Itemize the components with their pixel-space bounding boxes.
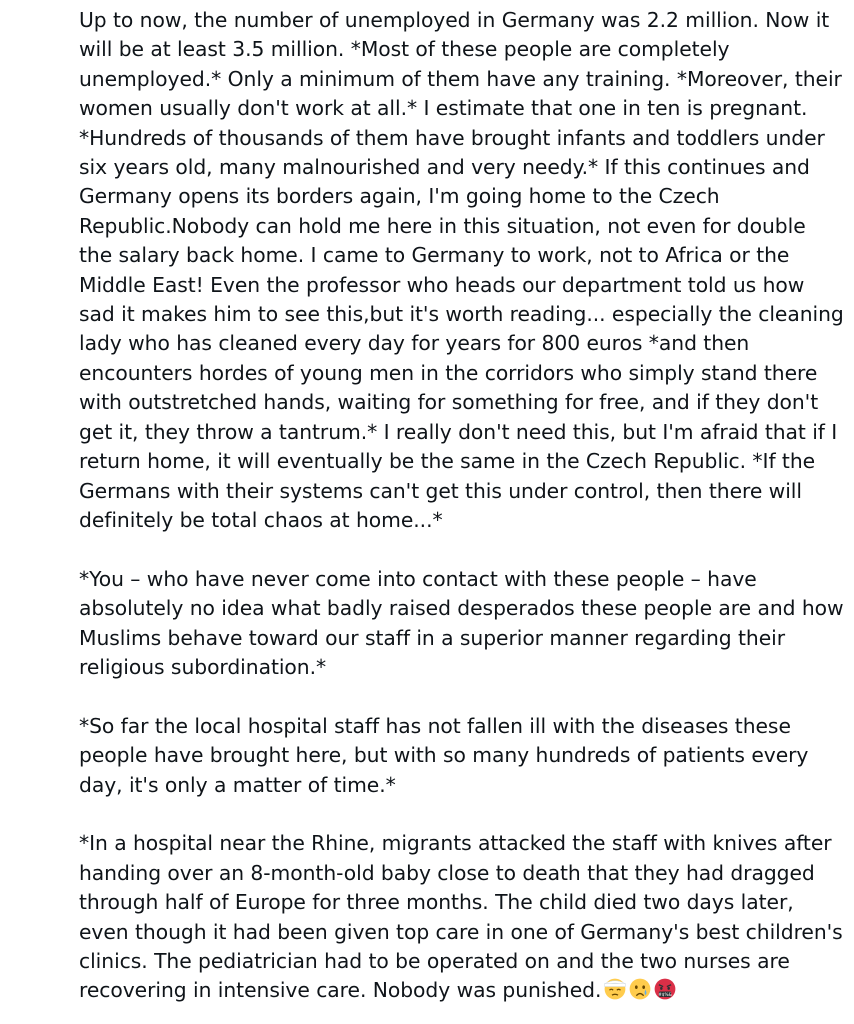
post-paragraph-3: *So far the local hospital staff has not fallen ill with the diseases these people have brought here, but with so many hundreds of patients every day, it's only a matter of time.*	[79, 713, 809, 797]
crying-face-emoji-icon	[629, 978, 651, 1000]
post-paragraph-2: *You – who have never come into contact with these people – have absolutely no idea what badly raised desperados these people are and how Muslims behave toward our staff in a superior manner regarding their religious subordination.*	[79, 566, 844, 679]
post-text-body	[79, 6, 845, 1006]
svg-text:#$%&: #$%&	[658, 993, 673, 999]
face-with-head-bandage-emoji-icon	[604, 978, 626, 1000]
post-paragraph-1: Up to now, the number of unemployed in Germany was 2.2 million. Now it will be at least 3.5 million. *Most of these people are completely unemployed.* Only a minimum of them have any training. *Moreover, their women usually don't work at all.* I estimate that one in ten is pregnant. *Hundreds of thousands of them have brought infants and toddlers under six years old, many malnourished and very needy.* If this continues and Germany opens its borders again, I'm going home to the Czech Republic.Nobody can hold me here in this situation, not even for double the salary back home. I came to Germany to work, not to Africa or the Middle East! Even the professor who heads our department told us how sad it makes him to see this,but it's worth reading... especially the cleaning lady who has cleaned every day for years for 800 euros *and then encounters hordes of young men in the corridors who simply stand there with outstretched hands, waiting for something for free, and if they don't get it, they throw a tantrum.* I really don't need this, but I'm afraid that if I return home, it will eventually be the same in the Czech Republic. *If the Germans with their systems can't get this under control, then there will definitely be total chaos at home...*	[79, 8, 844, 532]
post-paragraph-4	[79, 829, 845, 1005]
emoji-row	[601, 978, 676, 1002]
face-with-symbols-on-mouth-emoji-icon	[654, 978, 676, 1000]
post-paragraph-4-text: *In a hospital near the Rhine, migrants attacked the staff with knives after handing over an 8-month-old baby close to death that they had dragged through half of Europe for three months. The child died two days later, even though it had been given top care in one of Germany's best children's clinics. The pediatrician had to be operated on and the two nurses are recovering in intensive care. Nobody was punished.	[79, 831, 843, 1003]
